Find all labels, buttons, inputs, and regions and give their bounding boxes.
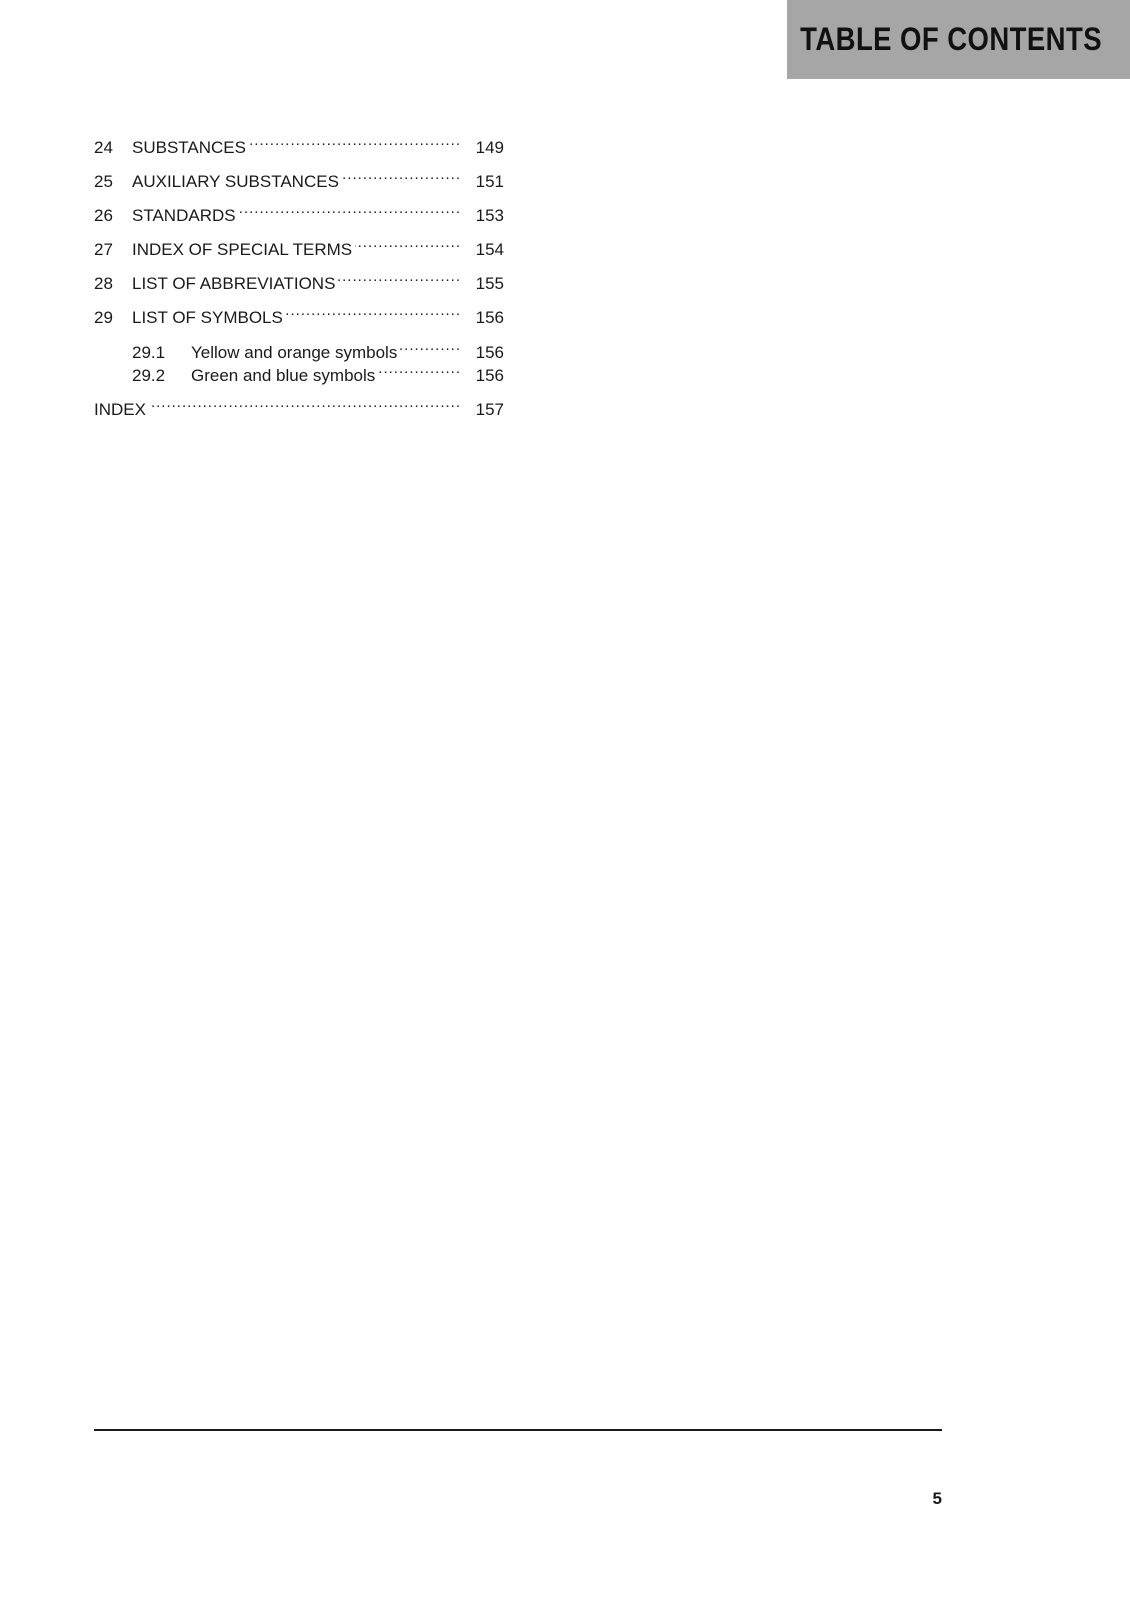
toc-dot-leader — [239, 197, 461, 221]
toc-dot-leader — [378, 357, 461, 381]
toc-entry-standards[interactable] — [94, 197, 504, 225]
page-number: 5 — [932, 1489, 942, 1508]
toc-entry-page: 154 — [475, 240, 504, 259]
toc-entry-list-of-abbreviations[interactable] — [94, 265, 504, 293]
toc-subentry-number: 29.2 — [132, 366, 166, 385]
toc-entry-number: 28 — [94, 274, 113, 293]
section-header-title: TABLE OF CONTENTS — [800, 21, 1102, 57]
toc-subentry-number: 29.1 — [132, 343, 166, 362]
toc-entry-index-of-special-terms[interactable] — [94, 231, 504, 259]
toc-subentry-yellow-and-orange-symbols[interactable] — [132, 334, 504, 362]
toc-dot-leader — [400, 334, 461, 358]
toc-dot-leader — [286, 299, 461, 323]
toc-entry-title: SUBSTANCES — [132, 138, 246, 157]
toc-subentry-title: Yellow and orange symbols — [191, 343, 398, 362]
toc-subentry-green-and-blue-symbols[interactable] — [132, 357, 504, 385]
footer-divider — [94, 1429, 942, 1431]
toc-dot-leader — [338, 265, 461, 289]
toc-subentry-title: Green and blue symbols — [191, 366, 376, 385]
toc-subentry-page: 156 — [475, 366, 504, 385]
toc-entry-number: 27 — [94, 240, 113, 259]
toc-entry-number: 29 — [94, 308, 113, 327]
toc-entry-title: INDEX — [94, 400, 146, 419]
toc-entry-page: 156 — [475, 308, 504, 327]
toc-entry-substances[interactable] — [94, 129, 504, 157]
toc-entry-page: 149 — [475, 138, 504, 157]
toc-entry-number: 24 — [94, 138, 113, 157]
toc-entry-title: AUXILIARY SUBSTANCES — [132, 172, 339, 191]
section-header-tab — [787, 0, 1130, 79]
toc-entry-title: LIST OF SYMBOLS — [132, 308, 283, 327]
toc-entry-page: 157 — [475, 400, 504, 419]
toc-subentry-page: 156 — [475, 343, 504, 362]
toc-entry-title: STANDARDS — [132, 206, 236, 225]
toc-entry-title: LIST OF ABBREVIATIONS — [132, 274, 336, 293]
toc-dot-leader — [149, 391, 461, 415]
toc-entry-page: 151 — [475, 172, 504, 191]
toc-entry-index[interactable] — [94, 391, 504, 419]
toc-entry-page: 153 — [475, 206, 504, 225]
toc-dot-leader — [249, 129, 461, 153]
toc-entry-page: 155 — [475, 274, 504, 293]
toc-dot-leader — [355, 231, 461, 255]
toc-entry-number: 25 — [94, 172, 113, 191]
toc-entry-auxiliary-substances[interactable] — [94, 163, 504, 191]
toc-entry-list-of-symbols[interactable] — [94, 299, 504, 327]
toc-entry-number: 26 — [94, 206, 113, 225]
toc-dot-leader — [342, 163, 461, 187]
toc-entry-title: INDEX OF SPECIAL TERMS — [132, 240, 353, 259]
